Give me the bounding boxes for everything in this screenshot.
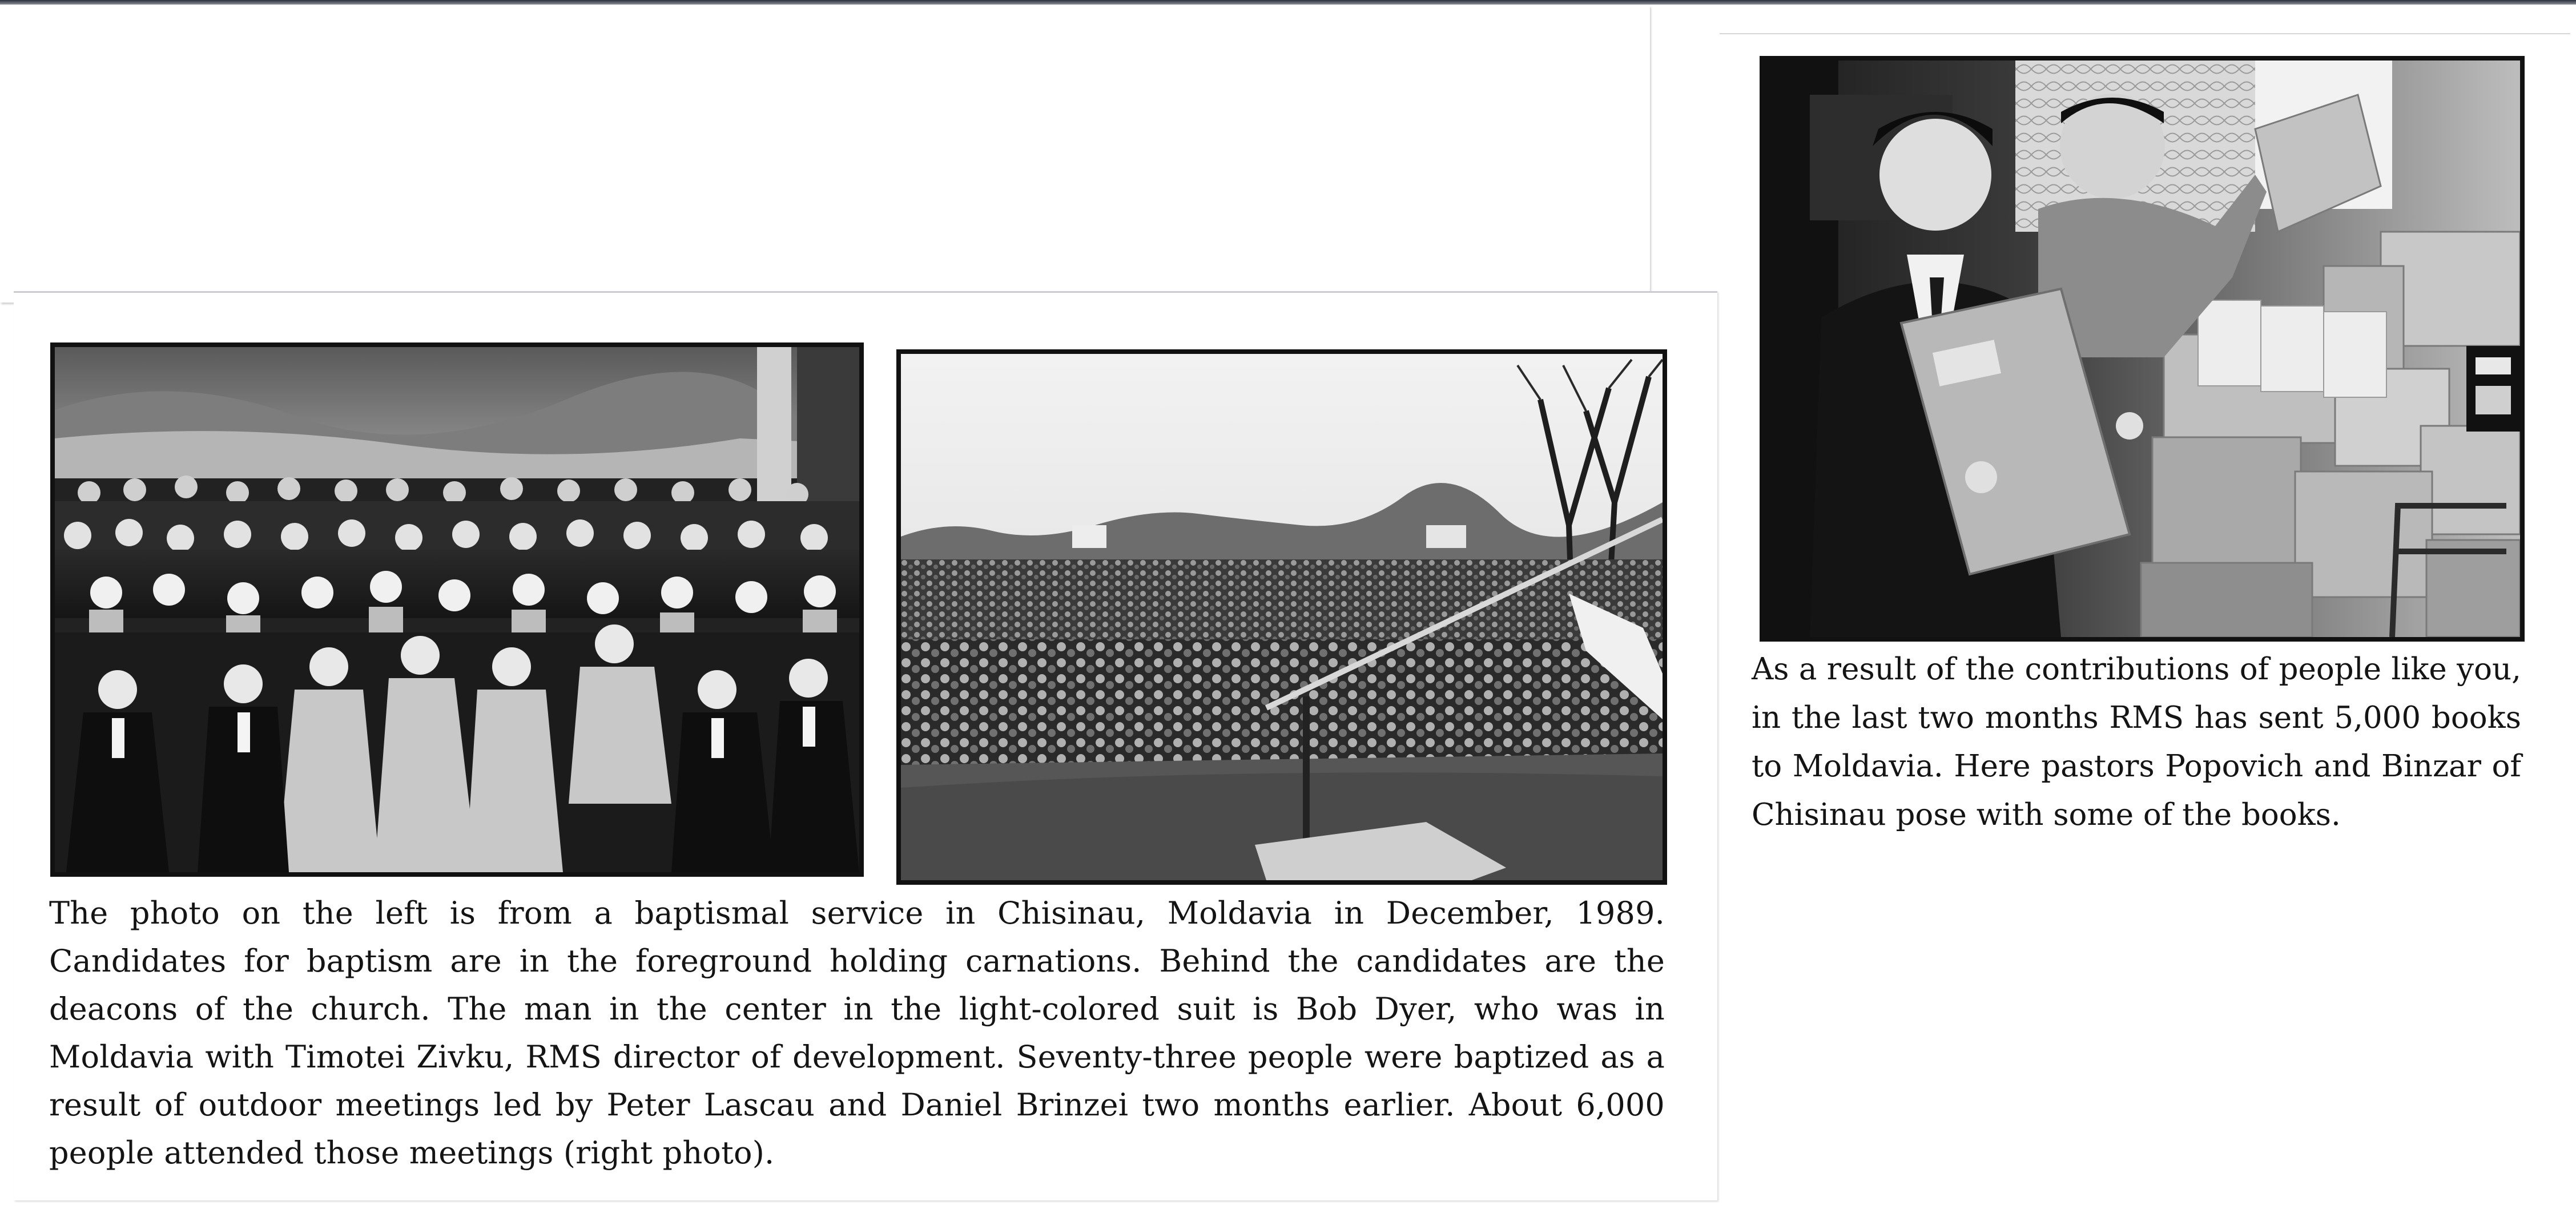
outdoor-meeting-photo [896, 349, 1667, 885]
books-caption: As a result of the contributions of people like you, in the last two months RMS has sent 5,000 books to Moldavia. Here pastors Popovich and Binzar of Chisinau pose with some of the books. [1752, 652, 2521, 832]
clipping-upper-blank [0, 6, 1650, 303]
pastors-with-books-photo [1760, 56, 2525, 642]
scanner-edge [0, 0, 2576, 5]
baptism-service-photo [50, 342, 864, 877]
baptism-caption: The photo on the left is from a baptismal service in Chisinau, Moldavia in December, 1989. Candidates for baptism are in the foreground holding carnations. Behind the candidates are the deacons of the church. The man in the center in the light-colored suit is Bob Dyer, who was in Moldavia with Timotei Zivku, RMS director of development. Seventy-three people were baptized as a result of outdoor meetings led by Peter Lascau and Daniel Brinzei two months earlier. About 6,000 people attended those meetings (right photo). [49, 895, 1665, 1171]
